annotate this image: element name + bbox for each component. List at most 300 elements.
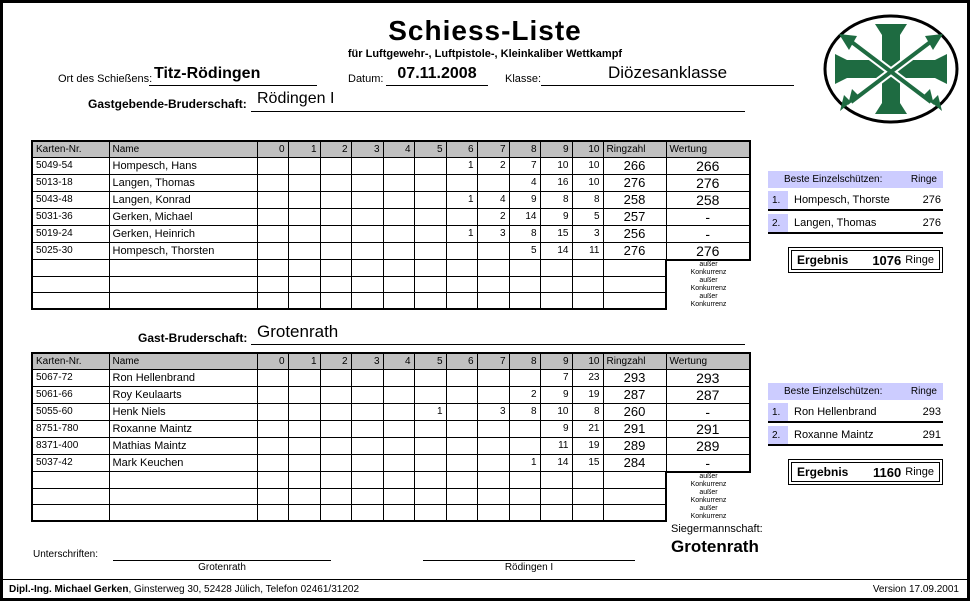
- column-header-card-number: Karten-Nr.: [32, 353, 109, 369]
- ort-label: Ort des Schießens:: [58, 73, 153, 85]
- tally-10-cell: [572, 293, 603, 310]
- tally-1-cell: [288, 260, 320, 277]
- tally-3-cell: [351, 472, 383, 489]
- column-header-shooter-name: Name: [109, 353, 257, 369]
- tally-10-cell: 10: [572, 157, 603, 174]
- page-subtitle: für Luftgewehr-, Luftpistole-, Kleinkaliber Wettkampf: [347, 48, 623, 60]
- ringzahl-cell: [603, 472, 666, 489]
- tally-6-cell: [446, 208, 477, 225]
- card-number-cell: 8751-780: [32, 420, 109, 437]
- tally-10-cell: 15: [572, 454, 603, 472]
- tally-4-cell: [383, 225, 414, 242]
- wertung-cell: 266: [666, 157, 750, 174]
- tally-6-cell: [446, 277, 477, 293]
- tally-0-cell: [257, 242, 288, 260]
- best-shooter-name: Langen, Thomas: [794, 217, 877, 229]
- tally-8-cell: 2: [509, 386, 540, 403]
- tally-9-cell: [540, 489, 572, 505]
- best-shooter-ringe: 276: [922, 194, 941, 206]
- shooter-name-cell: Gerken, Heinrich: [109, 225, 257, 242]
- tally-4-cell: [383, 277, 414, 293]
- wertung-cell: -: [666, 208, 750, 225]
- tally-4-cell: [383, 191, 414, 208]
- card-number-cell: [32, 277, 109, 293]
- tally-8-cell: [509, 260, 540, 277]
- tally-1-cell: [288, 191, 320, 208]
- tally-0-cell: [257, 505, 288, 522]
- tally-6-cell: 1: [446, 157, 477, 174]
- column-header-tally-10: 10: [572, 141, 603, 157]
- tally-10-cell: 10: [572, 174, 603, 191]
- tally-5-cell: [414, 225, 446, 242]
- tally-10-cell: [572, 260, 603, 277]
- best-shooter-row: [768, 403, 943, 423]
- tally-5-cell: [414, 208, 446, 225]
- rank-badge: 1.: [768, 191, 788, 209]
- tally-2-cell: [320, 225, 351, 242]
- shooter-name-cell: Roxanne Maintz: [109, 420, 257, 437]
- best-shooter-ringe: 291: [922, 429, 941, 441]
- footer-credit: [9, 584, 359, 595]
- tally-9-cell: [540, 293, 572, 310]
- tally-7-cell: [477, 437, 509, 454]
- tally-8-cell: [509, 277, 540, 293]
- tally-2-cell: [320, 191, 351, 208]
- ringzahl-cell: 257: [603, 208, 666, 225]
- tally-7-cell: [477, 242, 509, 260]
- tally-7-cell: [477, 369, 509, 386]
- tally-0-cell: [257, 260, 288, 277]
- tally-5-cell: [414, 505, 446, 522]
- tally-5-cell: [414, 386, 446, 403]
- wertung-cell: 293: [666, 369, 750, 386]
- tally-6-cell: [446, 386, 477, 403]
- card-number-cell: 5049-54: [32, 157, 109, 174]
- column-header-tally-6: 6: [446, 141, 477, 157]
- ringzahl-cell: 260: [603, 403, 666, 420]
- tally-7-cell: [477, 293, 509, 310]
- card-number-cell: [32, 260, 109, 277]
- cross-and-arrows-icon: [821, 12, 961, 126]
- ringzahl-cell: 289: [603, 437, 666, 454]
- datum-field: 07.11.2008: [386, 65, 488, 86]
- tally-9-cell: 14: [540, 454, 572, 472]
- tally-2-cell: [320, 277, 351, 293]
- tally-3-cell: [351, 277, 383, 293]
- column-header-tally-5: 5: [414, 353, 446, 369]
- card-number-cell: 5031-36: [32, 208, 109, 225]
- column-header-tally-0: 0: [257, 353, 288, 369]
- tally-10-cell: [572, 277, 603, 293]
- shooter-name-cell: [109, 277, 257, 293]
- column-header-tally-7: 7: [477, 141, 509, 157]
- tally-6-cell: 1: [446, 225, 477, 242]
- tally-0-cell: [257, 191, 288, 208]
- score-row: [32, 225, 750, 242]
- tally-7-cell: [477, 472, 509, 489]
- rank-badge: 2.: [768, 214, 788, 232]
- tally-1-cell: [288, 489, 320, 505]
- ringzahl-cell: 276: [603, 174, 666, 191]
- card-number-cell: 5037-42: [32, 454, 109, 472]
- column-header-ringzahl: Ringzahl: [603, 141, 666, 157]
- best-shooters-header: [768, 171, 943, 188]
- tally-6-cell: [446, 369, 477, 386]
- ergebnis-unit: Ringe: [905, 254, 934, 266]
- tally-7-cell: [477, 277, 509, 293]
- tally-1-cell: [288, 293, 320, 310]
- tally-0-cell: [257, 157, 288, 174]
- tally-2-cell: [320, 403, 351, 420]
- tally-1-cell: [288, 242, 320, 260]
- tally-7-cell: 2: [477, 208, 509, 225]
- tally-9-cell: 9: [540, 386, 572, 403]
- column-header-tally-8: 8: [509, 141, 540, 157]
- shooter-name-cell: Hompesch, Thorsten: [109, 242, 257, 260]
- shooter-name-cell: [109, 260, 257, 277]
- card-number-cell: 5055-60: [32, 403, 109, 420]
- tally-2-cell: [320, 472, 351, 489]
- tally-6-cell: [446, 174, 477, 191]
- guest-score-table: [31, 352, 751, 522]
- best-shooters-title: Beste Einzelschützen:: [784, 174, 883, 185]
- tally-9-cell: 9: [540, 208, 572, 225]
- best-shooter-ringe: 293: [922, 406, 941, 418]
- host-ergebnis-box: [788, 247, 943, 273]
- column-header-card-number: Karten-Nr.: [32, 141, 109, 157]
- best-shooter-row: [768, 214, 943, 234]
- best-shooter-name: Roxanne Maintz: [794, 429, 874, 441]
- shooter-name-cell: Roy Keulaarts: [109, 386, 257, 403]
- tally-5-cell: [414, 420, 446, 437]
- tally-0-cell: [257, 437, 288, 454]
- tally-6-cell: [446, 454, 477, 472]
- tally-8-cell: 14: [509, 208, 540, 225]
- tally-9-cell: 15: [540, 225, 572, 242]
- tally-4-cell: [383, 386, 414, 403]
- tally-4-cell: [383, 403, 414, 420]
- tally-2-cell: [320, 208, 351, 225]
- tally-7-cell: 4: [477, 191, 509, 208]
- shooter-name-cell: Gerken, Michael: [109, 208, 257, 225]
- tally-0-cell: [257, 489, 288, 505]
- tally-4-cell: [383, 260, 414, 277]
- ringzahl-cell: 276: [603, 242, 666, 260]
- wertung-cell: 276: [666, 174, 750, 191]
- wertung-cell: 276: [666, 242, 750, 260]
- tally-3-cell: [351, 505, 383, 522]
- tally-9-cell: [540, 505, 572, 522]
- tally-10-cell: [572, 505, 603, 522]
- column-header-tally-2: 2: [320, 353, 351, 369]
- tally-0-cell: [257, 208, 288, 225]
- card-number-cell: 5019-24: [32, 225, 109, 242]
- guest-ergebnis-box: [788, 459, 943, 485]
- tally-3-cell: [351, 174, 383, 191]
- column-header-tally-9: 9: [540, 353, 572, 369]
- tally-10-cell: 19: [572, 386, 603, 403]
- ringzahl-cell: [603, 505, 666, 522]
- tally-6-cell: [446, 420, 477, 437]
- tally-4-cell: [383, 505, 414, 522]
- tally-4-cell: [383, 420, 414, 437]
- card-number-cell: [32, 472, 109, 489]
- column-header-tally-4: 4: [383, 141, 414, 157]
- card-number-cell: 5013-18: [32, 174, 109, 191]
- shooter-name-cell: Mark Keuchen: [109, 454, 257, 472]
- card-number-cell: 5043-48: [32, 191, 109, 208]
- ergebnis-label: Ergebnis: [797, 253, 849, 267]
- tally-5-cell: 1: [414, 403, 446, 420]
- tally-1-cell: [288, 277, 320, 293]
- tally-5-cell: [414, 472, 446, 489]
- tally-6-cell: [446, 403, 477, 420]
- tally-10-cell: 11: [572, 242, 603, 260]
- tally-8-cell: 4: [509, 174, 540, 191]
- tally-2-cell: [320, 369, 351, 386]
- tally-9-cell: [540, 277, 572, 293]
- tally-2-cell: [320, 260, 351, 277]
- ringzahl-cell: 284: [603, 454, 666, 472]
- tally-7-cell: [477, 454, 509, 472]
- card-number-cell: 8371-400: [32, 437, 109, 454]
- tally-1-cell: [288, 386, 320, 403]
- tally-7-cell: [477, 505, 509, 522]
- best-shooter-row: [768, 426, 943, 446]
- tally-2-cell: [320, 242, 351, 260]
- ergebnis-unit: Ringe: [905, 466, 934, 478]
- score-row: [32, 403, 750, 420]
- tally-0-cell: [257, 277, 288, 293]
- shooter-name-cell: [109, 505, 257, 522]
- card-number-cell: 5061-66: [32, 386, 109, 403]
- ausser-konkurrenz-note: außer Konkurrenz: [690, 504, 727, 520]
- klasse-label: Klasse:: [505, 73, 542, 85]
- column-header-tally-0: 0: [257, 141, 288, 157]
- column-header-tally-4: 4: [383, 353, 414, 369]
- tally-8-cell: [509, 420, 540, 437]
- score-row: [32, 369, 750, 386]
- tally-9-cell: 7: [540, 369, 572, 386]
- ringzahl-cell: [603, 277, 666, 293]
- tally-3-cell: [351, 157, 383, 174]
- footer-version: Version 17.09.2001: [872, 584, 959, 595]
- tally-6-cell: [446, 260, 477, 277]
- guest-best-shooters-panel: [768, 383, 943, 485]
- wertung-cell: -: [666, 403, 750, 420]
- best-shooters-ringe-label: Ringe: [910, 174, 937, 185]
- tally-0-cell: [257, 293, 288, 310]
- tally-8-cell: [509, 472, 540, 489]
- empty-score-row: [32, 277, 750, 293]
- tally-1-cell: [288, 403, 320, 420]
- best-shooters-title: Beste Einzelschützen:: [784, 386, 883, 397]
- shooter-name-cell: Langen, Konrad: [109, 191, 257, 208]
- column-header-shooter-name: Name: [109, 141, 257, 157]
- shooter-name-cell: Henk Niels: [109, 403, 257, 420]
- tally-2-cell: [320, 454, 351, 472]
- empty-score-row: [32, 472, 750, 489]
- tally-5-cell: [414, 242, 446, 260]
- ausser-konkurrenz-note: außer Konkurrenz: [690, 292, 727, 308]
- tally-3-cell: [351, 293, 383, 310]
- score-row: [32, 157, 750, 174]
- winner-label: Siegermannschaft:: [671, 523, 763, 535]
- tally-5-cell: [414, 369, 446, 386]
- best-shooter-name: Hompesch, Thorste: [794, 194, 890, 206]
- tally-0-cell: [257, 472, 288, 489]
- tally-10-cell: 3: [572, 225, 603, 242]
- column-header-tally-9: 9: [540, 141, 572, 157]
- tally-9-cell: [540, 260, 572, 277]
- tally-3-cell: [351, 260, 383, 277]
- tally-4-cell: [383, 293, 414, 310]
- tally-4-cell: [383, 489, 414, 505]
- tally-1-cell: [288, 420, 320, 437]
- ringzahl-cell: 266: [603, 157, 666, 174]
- tally-9-cell: 14: [540, 242, 572, 260]
- tally-0-cell: [257, 386, 288, 403]
- column-header-tally-7: 7: [477, 353, 509, 369]
- column-header-wertung: Wertung: [666, 141, 750, 157]
- card-number-cell: [32, 293, 109, 310]
- ort-field: Titz-Rödingen: [149, 65, 317, 86]
- tally-4-cell: [383, 242, 414, 260]
- tally-7-cell: 3: [477, 225, 509, 242]
- tally-5-cell: [414, 293, 446, 310]
- score-row: [32, 191, 750, 208]
- tally-9-cell: 9: [540, 420, 572, 437]
- wertung-cell: 291: [666, 420, 750, 437]
- wertung-cell: 258: [666, 191, 750, 208]
- footer-address: , Ginsterweg 30, 52428 Jülich, Telefon 02461/31202: [128, 584, 360, 595]
- tally-1-cell: [288, 472, 320, 489]
- tally-6-cell: [446, 489, 477, 505]
- wertung-cell: 289: [666, 437, 750, 454]
- best-shooters-header: [768, 383, 943, 400]
- ausser-konkurrenz-note: außer Konkurrenz: [690, 472, 727, 488]
- column-header-tally-5: 5: [414, 141, 446, 157]
- shooter-name-cell: Mathias Maintz: [109, 437, 257, 454]
- tally-9-cell: 16: [540, 174, 572, 191]
- tally-3-cell: [351, 454, 383, 472]
- best-shooter-ringe: 276: [922, 217, 941, 229]
- ausser-konkurrenz-note: außer Konkurrenz: [690, 260, 727, 276]
- tally-7-cell: [477, 174, 509, 191]
- tally-7-cell: [477, 420, 509, 437]
- column-header-wertung: Wertung: [666, 353, 750, 369]
- empty-score-row: [32, 489, 750, 505]
- tally-5-cell: [414, 191, 446, 208]
- tally-1-cell: [288, 369, 320, 386]
- host-best-shooters-panel: [768, 171, 943, 273]
- wertung-cell: -: [666, 225, 750, 242]
- signature-caption-guest: Grotenrath: [198, 562, 246, 573]
- column-header-tally-3: 3: [351, 141, 383, 157]
- tally-3-cell: [351, 225, 383, 242]
- tally-4-cell: [383, 454, 414, 472]
- column-header-tally-8: 8: [509, 353, 540, 369]
- tally-3-cell: [351, 191, 383, 208]
- tally-8-cell: [509, 293, 540, 310]
- tally-4-cell: [383, 437, 414, 454]
- shooter-name-cell: Ron Hellenbrand: [109, 369, 257, 386]
- tally-10-cell: 8: [572, 191, 603, 208]
- tally-8-cell: [509, 437, 540, 454]
- ringzahl-cell: 287: [603, 386, 666, 403]
- empty-score-row: [32, 293, 750, 310]
- tally-3-cell: [351, 489, 383, 505]
- tally-3-cell: [351, 386, 383, 403]
- footer-author: Dipl.-Ing. Michael Gerken: [9, 584, 129, 595]
- column-header-tally-3: 3: [351, 353, 383, 369]
- host-section-label: Gastgebende-Bruderschaft:: [88, 97, 247, 111]
- tally-6-cell: [446, 437, 477, 454]
- tally-8-cell: 8: [509, 403, 540, 420]
- winner-block: [671, 523, 763, 557]
- tally-5-cell: [414, 489, 446, 505]
- card-number-cell: [32, 505, 109, 522]
- tally-0-cell: [257, 403, 288, 420]
- tally-4-cell: [383, 369, 414, 386]
- ringzahl-cell: [603, 260, 666, 277]
- tally-9-cell: 10: [540, 157, 572, 174]
- tally-9-cell: 11: [540, 437, 572, 454]
- tally-2-cell: [320, 437, 351, 454]
- tally-8-cell: [509, 505, 540, 522]
- score-row: [32, 242, 750, 260]
- tally-2-cell: [320, 420, 351, 437]
- tally-3-cell: [351, 403, 383, 420]
- signatures-label: Unterschriften:: [33, 549, 99, 560]
- tally-7-cell: 2: [477, 157, 509, 174]
- tally-6-cell: [446, 505, 477, 522]
- tally-1-cell: [288, 157, 320, 174]
- ergebnis-label: Ergebnis: [797, 465, 849, 479]
- tally-5-cell: [414, 260, 446, 277]
- table-header-row: [32, 353, 750, 369]
- ringzahl-cell: 291: [603, 420, 666, 437]
- signature-line-guest: [113, 543, 331, 561]
- tally-1-cell: [288, 208, 320, 225]
- tally-5-cell: [414, 454, 446, 472]
- tally-6-cell: [446, 293, 477, 310]
- column-header-tally-1: 1: [288, 141, 320, 157]
- tally-10-cell: 8: [572, 403, 603, 420]
- best-shooter-name: Ron Hellenbrand: [794, 406, 877, 418]
- column-header-tally-2: 2: [320, 141, 351, 157]
- tally-2-cell: [320, 489, 351, 505]
- tally-10-cell: 21: [572, 420, 603, 437]
- tally-8-cell: 8: [509, 225, 540, 242]
- footer-divider: [3, 579, 967, 580]
- signature-caption-host: Rödingen I: [504, 562, 554, 573]
- tally-4-cell: [383, 174, 414, 191]
- wertung-cell: 287: [666, 386, 750, 403]
- best-shooters-ringe-label: Ringe: [910, 386, 937, 397]
- ergebnis-value: 1160: [873, 464, 902, 480]
- guest-section-label: Gast-Bruderschaft:: [138, 331, 248, 345]
- card-number-cell: 5025-30: [32, 242, 109, 260]
- tally-2-cell: [320, 174, 351, 191]
- score-row: [32, 454, 750, 472]
- tally-0-cell: [257, 225, 288, 242]
- datum-label: Datum:: [348, 73, 384, 85]
- tally-10-cell: 5: [572, 208, 603, 225]
- score-row: [32, 420, 750, 437]
- tally-4-cell: [383, 157, 414, 174]
- tally-6-cell: 1: [446, 191, 477, 208]
